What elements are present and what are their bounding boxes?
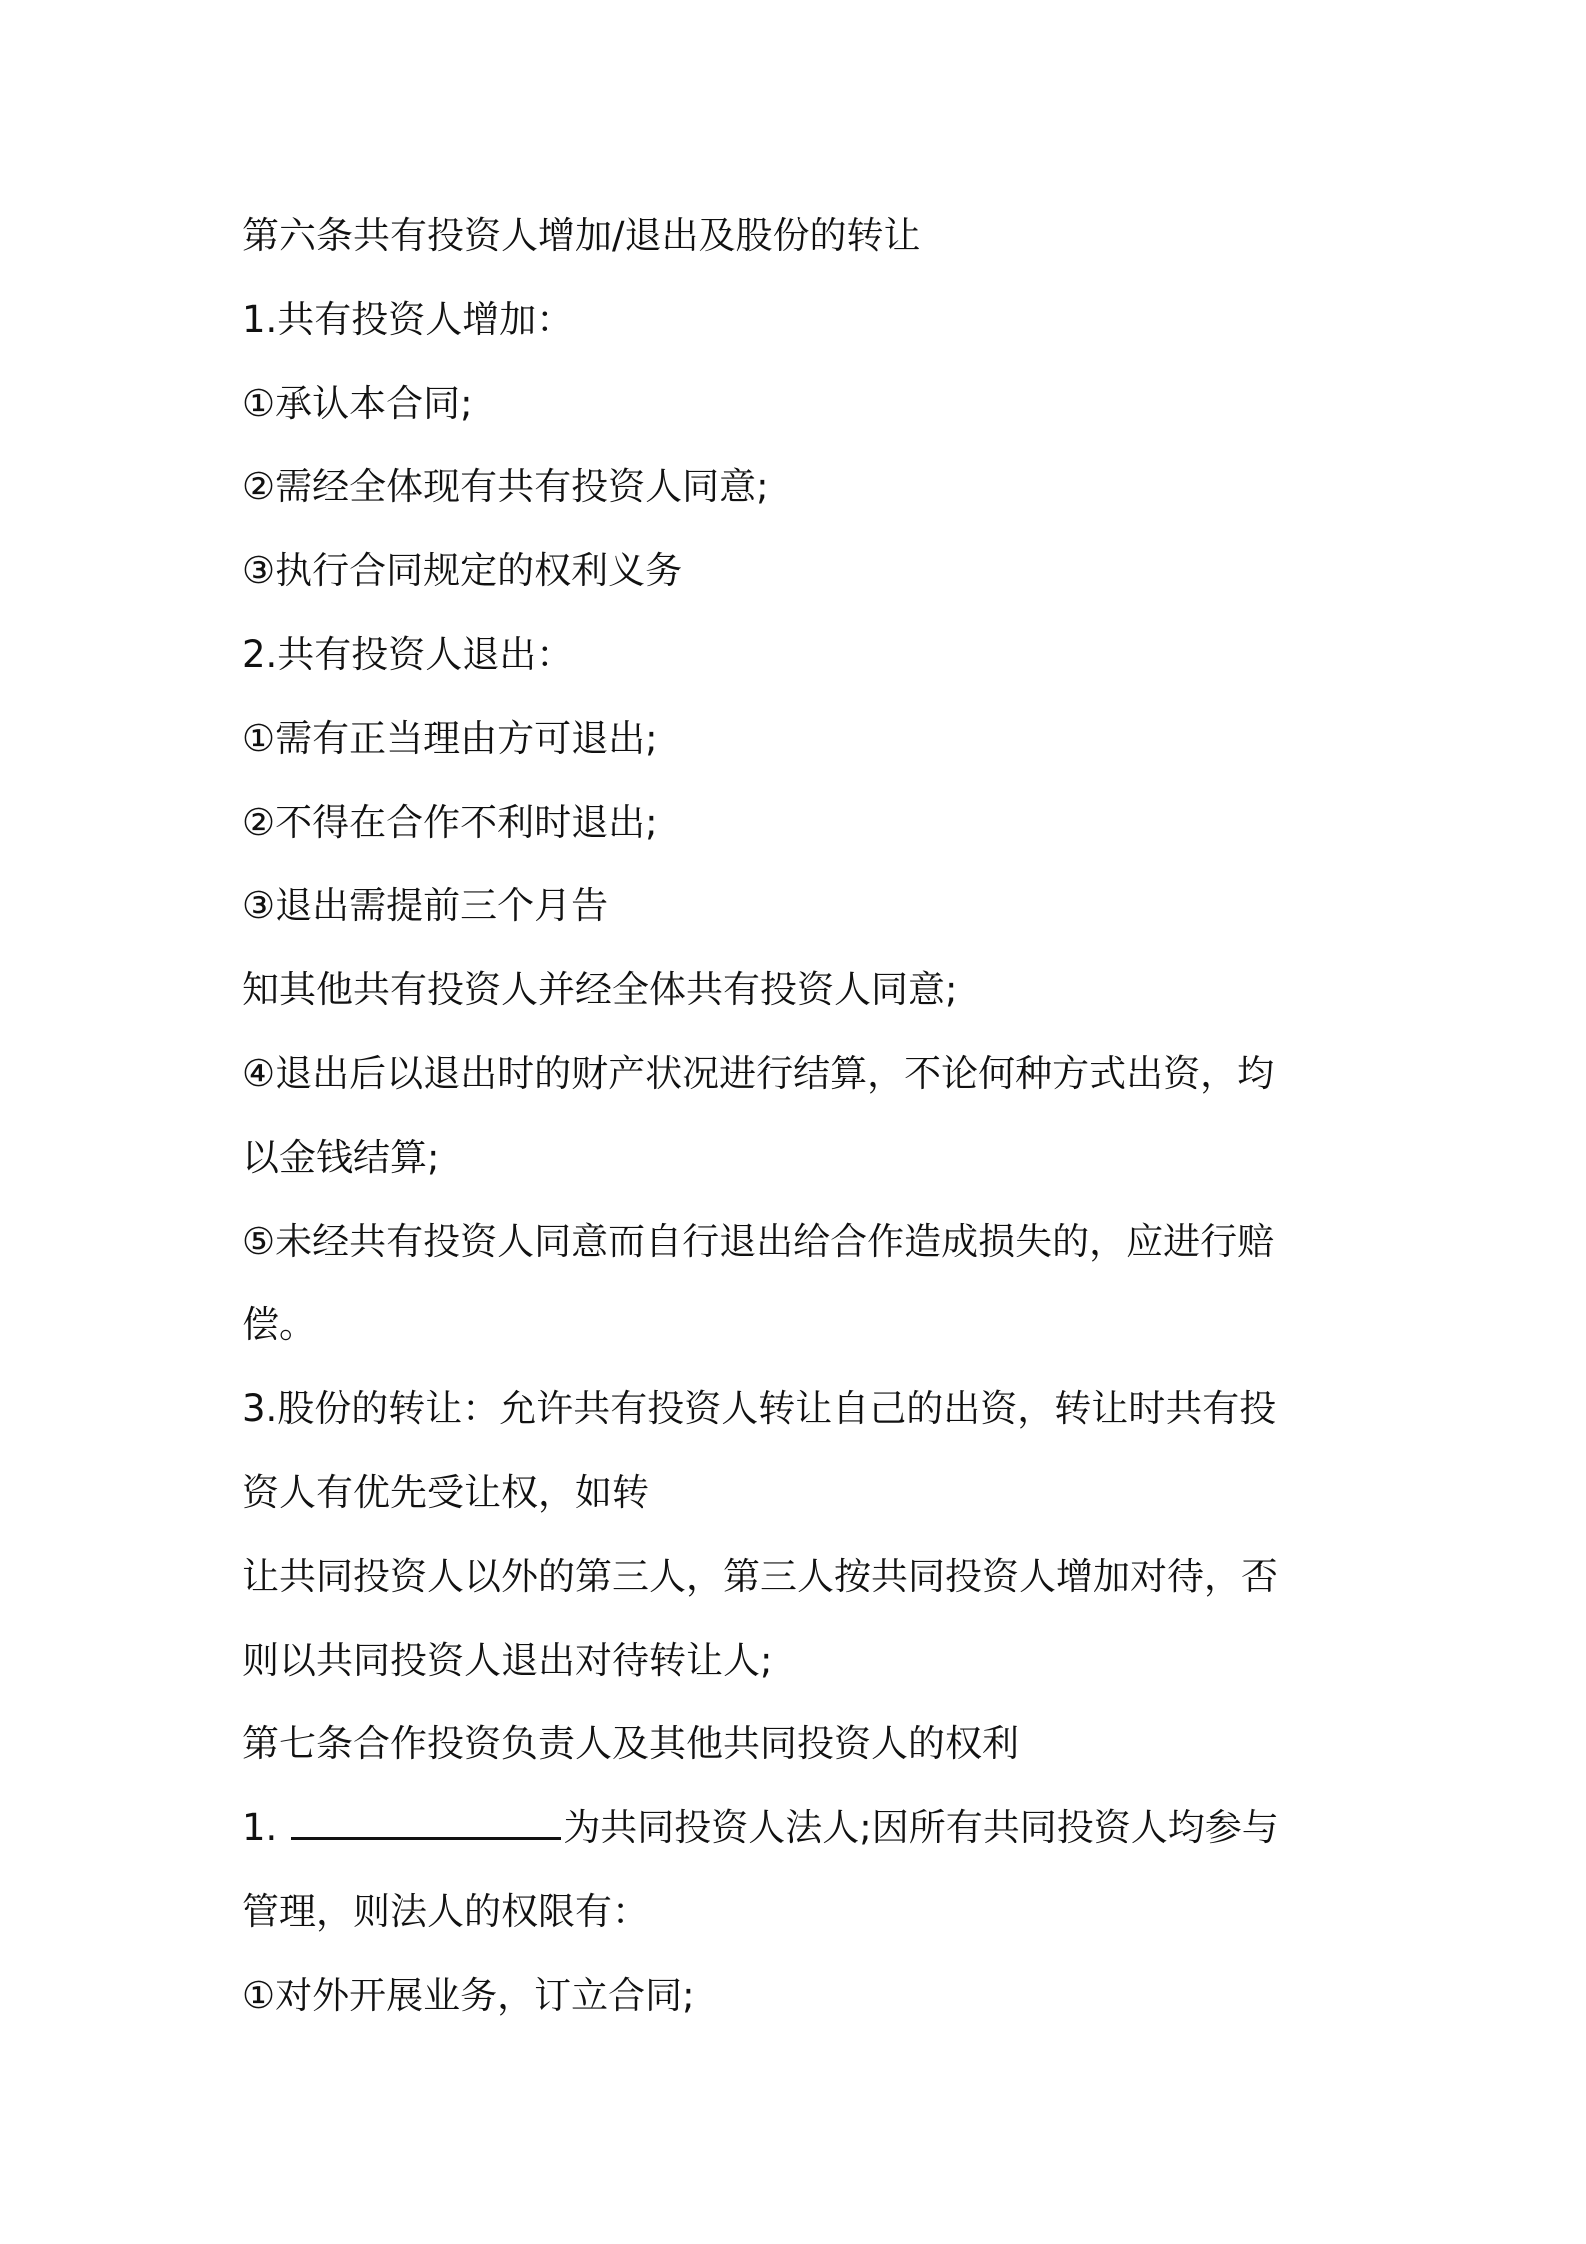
fill-in-blank[interactable]	[291, 1801, 561, 1840]
clause-item: ②不得在合作不利时退出;	[242, 800, 658, 844]
clause-continuation: 知其他共有投资人并经全体共有投资人同意;	[242, 968, 958, 1012]
section-3-paragraph: 3.股份的转让：允许共有投资人转让自己的出资，转让时共有投	[242, 1387, 1277, 1431]
clause-continuation: 管理，则法人的权限有：	[242, 1889, 649, 1933]
clause-item: ⑤未经共有投资人同意而自行退出给合作造成损失的，应进行赔	[242, 1219, 1275, 1263]
article-6-heading: 第六条共有投资人增加/退出及股份的转让	[242, 214, 921, 257]
document-body	[242, 194, 1362, 2038]
clause-continuation: 以金钱结算;	[242, 1135, 440, 1179]
article-7-heading: 第七条合作投资负责人及其他共同投资人的权利	[242, 1722, 1019, 1766]
blank-line-prefix: 1.	[242, 1806, 278, 1850]
section-2-heading: 2.共有投资人退出：	[242, 632, 574, 676]
clause-continuation: 让共同投资人以外的第三人，第三人按共同投资人增加对待，否	[242, 1554, 1278, 1598]
blank-fill-line	[242, 1786, 1362, 1870]
section-1-heading: 1.共有投资人增加：	[242, 297, 574, 341]
clause-item: ④退出后以退出时的财产状况进行结算，不论何种方式出资，均	[242, 1051, 1275, 1095]
clause-continuation: 偿。	[242, 1303, 316, 1347]
clause-item: ①需有正当理由方可退出;	[242, 716, 658, 760]
clause-item: ③退出需提前三个月告	[242, 884, 609, 928]
clause-item: ②需经全体现有共有投资人同意;	[242, 465, 769, 509]
clause-continuation: 则以共同投资人退出对待转让人;	[242, 1638, 773, 1682]
clause-item: ③执行合同规定的权利义务	[242, 549, 683, 593]
clause-continuation: 资人有优先受让权，如转	[242, 1470, 649, 1514]
clause-item: ①对外开展业务，订立合同;	[242, 1973, 695, 2017]
blank-line-suffix: 为共同投资人法人;因所有共同投资人均参与	[563, 1806, 1279, 1850]
clause-item: ①承认本合同;	[242, 381, 473, 425]
